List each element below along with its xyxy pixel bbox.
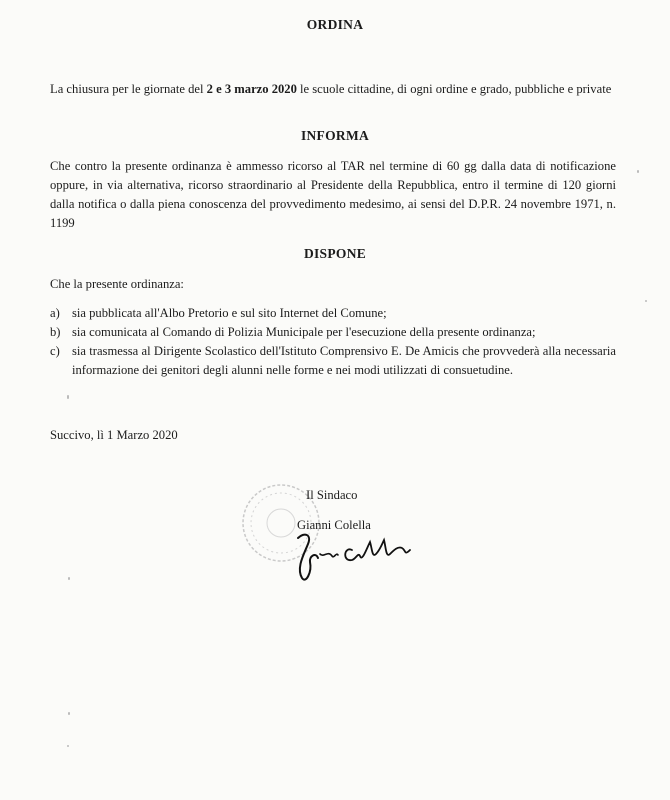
heading-dispone: DISPONE	[303, 246, 367, 261]
scan-speck	[67, 395, 69, 399]
ordina-paragraph	[50, 80, 616, 99]
scan-speck	[68, 712, 70, 715]
informa-paragraph: Che contro la presente ordinanza è ammesso ricorso al TAR nel termine di 60 gg dalla data di notificazione oppure, in via alternativa, ricorso straordinario al Presidente della Repubblica, entro il termine di 120 giorni dalla notifica o dalla piena conoscenza del provvedimento medesimo, ai sensi del D.P.R. 24 novembre 1971, n. 1199	[50, 159, 616, 230]
list-text: sia comunicata al Comando di Polizia Municipale per l'esecuzione della presente ordinanza;	[72, 325, 536, 339]
signature-title: Il Sindaco	[306, 488, 358, 502]
list-marker: b)	[50, 325, 61, 339]
list-item	[50, 323, 616, 342]
scan-speck	[645, 300, 647, 302]
ordina-dates: 2 e 3 marzo 2020	[206, 82, 297, 96]
place-date: Succivo, lì 1 Marzo 2020	[50, 428, 178, 442]
handwritten-signature	[290, 528, 420, 588]
list-marker: a)	[50, 306, 60, 320]
list-item	[50, 304, 616, 323]
dispone-intro: Che la presente ordinanza:	[50, 277, 184, 291]
signature-name: Gianni Colella	[297, 518, 371, 532]
list-item	[50, 342, 616, 380]
scan-speck	[637, 170, 639, 173]
list-marker: c)	[50, 344, 60, 358]
scan-speck	[67, 745, 69, 747]
ordina-text-before: La chiusura per le giornate del	[50, 82, 207, 96]
dispone-list	[50, 304, 616, 380]
scan-speck	[68, 577, 70, 580]
list-text: sia pubblicata all'Albo Pretorio e sul sito Internet del Comune;	[72, 306, 387, 320]
heading-ordina: ORDINA	[306, 17, 364, 32]
ordina-text-after: le scuole cittadine, di ogni ordine e grado, pubbliche e private	[296, 82, 612, 96]
list-text: sia trasmessa al Dirigente Scolastico dell'Istituto Comprensivo E. De Amicis che provvederà alla necessaria informazione dei genitori degli alunni nelle forme e nei modi utilizzati di consuetudine.	[72, 344, 616, 377]
heading-informa: INFORMA	[300, 128, 370, 143]
